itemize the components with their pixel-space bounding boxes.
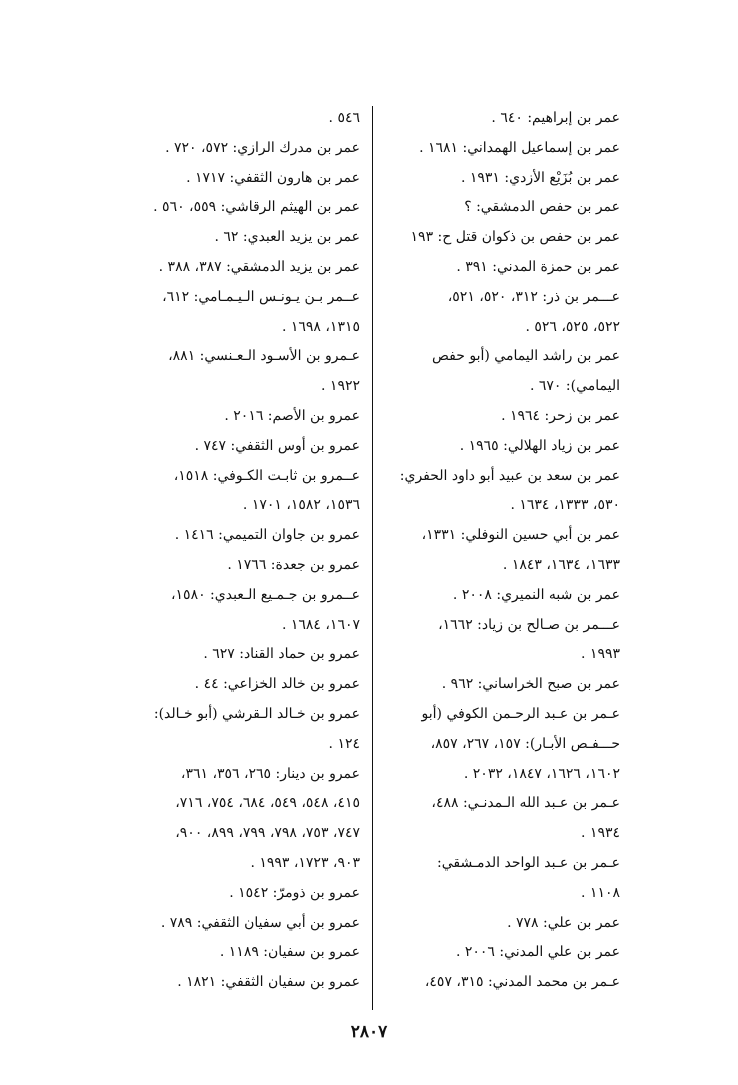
index-entry-line: عمر بن حفص الدمشقي: ؟ [464, 199, 620, 216]
index-entry-line: عمرو بن ذومرّ: ١٥٤٢ . [229, 884, 360, 901]
index-entry-line: عمرو بن الأصم: ٢٠١٦ . [224, 407, 360, 424]
index-entry-line: ١٩٢٢ . [321, 378, 360, 395]
index-entry-line: عمر بن إسماعيل الهمداني: ١٦٨١ . [419, 139, 620, 156]
index-entry-line: عمر بن أبي حسين النوفلي: ١٣٣١، [421, 527, 620, 544]
index-entry-line: ٤١٥، ٥٤٨، ٥٤٩، ٦٨٤، ٧٥٤، ٧١٦، [175, 795, 360, 812]
right-index-column [384, 104, 620, 998]
index-entry-line: ١٥٣٦، ١٥٨٢، ١٧٠١ . [242, 497, 360, 514]
index-entry-line: اليمامي): ٦٧٠ . [529, 378, 620, 395]
index-entry-line: عمرو بن أوس الثقفي: ٧٤٧ . [194, 437, 360, 454]
index-entry-line: عــمرو بن ثابـت الكـوفي: ١٥١٨، [173, 467, 360, 484]
index-entry-line: ٥٣٠، ١٣٣٣، ١٦٣٤ . [510, 497, 620, 514]
index-entry-line: عمر بن حمزة المدني: ٣٩١ . [456, 258, 620, 275]
index-entry-line: ١١٠٨ . [581, 884, 620, 901]
index-entry-line: عمرو بن أبي سفيان الثقفي: ٧٨٩ . [160, 914, 360, 931]
page-number: ٢٨٠٧ [350, 1022, 388, 1042]
index-entry-line: عمر بن بُزَيْع الأزدي: ١٩٣١ . [460, 169, 620, 186]
index-entry-line: عمر بن راشد اليمامي (أبو حفص [432, 348, 620, 365]
index-entry-line: عمر بن حفص بن ذكوان قتل ح: ١٩٣ [410, 229, 620, 246]
index-entry-line: ١٩٣٤ . [581, 825, 620, 842]
index-entry-line: ٧٤٧، ٧٥٣، ٧٩٨، ٧٩٩، ٨٩٩، ٩٠٠، [175, 825, 360, 842]
index-entry-line: عمرو بن حماد القناد: ٦٢٧ . [203, 646, 360, 663]
index-entry-line: ١٣١٥، ١٦٩٨ . [281, 318, 360, 335]
index-entry-line: عمر بن علي: ٧٧٨ . [507, 914, 620, 931]
index-entry-line: عــمرو بن جـمـيع الـعبدي: ١٥٨٠، [171, 586, 360, 603]
index-entry-line: عـمر بن عـبد الله الـمدنـي: ٤٨٨، [431, 795, 620, 812]
index-entry-line: ١٦٣٣، ١٦٣٤، ١٨٤٣ . [502, 556, 620, 573]
index-entry-line: عمر بن يزيد العبدي: ٦٢ . [214, 229, 360, 246]
index-entry-line: عـمر بن عـبد الرحـمن الكوفي (أبو [421, 705, 620, 722]
index-entry-line: عمرو بن جاوان التميمي: ١٤١٦ . [174, 527, 360, 544]
index-entry-line: عمر بن زحر: ١٩٦٤ . [501, 407, 620, 424]
index-entry-line: عمر بن زياد الهلالي: ١٩٦٥ . [459, 437, 620, 454]
index-entry-line: عمر بن مدرك الرازي: ٥٧٢، ٧٢٠ . [165, 139, 360, 156]
column-divider [372, 106, 373, 1010]
index-entry-line: عمر بن صبح الخراساني: ٩٦٢ . [441, 676, 620, 693]
index-entry-line: عمرو بن سفيان: ١١٨٩ . [219, 944, 360, 961]
index-entry-line: عمر بن علي المدني: ٢٠٠٦ . [455, 944, 620, 961]
index-entry-line: ١٦٠٢، ١٦٢٦، ١٨٤٧، ٢٠٣٢ . [463, 765, 620, 782]
index-entry-line: عـــمر بن صـالح بن زياد: ١٦٦٢، [438, 616, 620, 633]
index-entry-line: عمر بن الهيثم الرقاشي: ٥٥٩، ٥٦٠ . [153, 199, 360, 216]
index-entry-line: عمرو بن دينار: ٢٦٥، ٣٥٦، ٣٦١، [180, 765, 360, 782]
index-entry-line: عـمر بن محمد المدني: ٣١٥، ٤٥٧، [424, 974, 620, 991]
index-entry-line: عمر بن إبراهيم: ٦٤٠ . [491, 110, 620, 126]
index-entry-line: ٥٢٢، ٥٢٥، ٥٢٦ . [525, 318, 620, 335]
index-entry-line: ١٢٤ . [328, 735, 360, 752]
index-entry-line: عمرو بن خالد الخزاعي: ٤٤ . [194, 676, 360, 693]
index-entry-line: عمر بن يزيد الدمشقي: ٣٨٧، ٣٨٨ . [158, 258, 360, 275]
index-entry-line: ١٦٠٧، ١٦٨٤ . [281, 616, 360, 633]
index-entry-line: عـــمر بن ذر: ٣١٢، ٥٢٠، ٥٢١، [447, 288, 620, 305]
index-entry-line: عمرو بن سفيان الثقفي: ١٨٢١ . [177, 974, 360, 991]
index-entry-line: حـــفـص الأبـار): ١٥٧، ٢٦٧، ٨٥٧، [430, 735, 620, 752]
index-entry-line: عمر بن سعد بن عبيد أبو داود الحفري: [399, 467, 620, 484]
index-entry-line: ٩٠٣، ١٧٢٣، ١٩٩٣ . [250, 854, 360, 871]
index-entry-line: عمرو بن خـالد الـقرشي (أبو خـالد): [153, 705, 360, 722]
left-index-column [98, 104, 360, 998]
index-entry-line: عمر بن هارون الثقفي: ١٧١٧ . [186, 169, 360, 186]
index-entry-line: عمر بن شبه النميري: ٢٠٠٨ . [452, 586, 620, 603]
index-entry-line: عـمر بن عـبد الواحد الدمـشقي: [437, 854, 620, 871]
index-entry-line: عمرو بن جعدة: ١٧٦٦ . [227, 556, 360, 573]
index-entry-line: ٥٤٦ . [328, 110, 360, 126]
index-entry-line: ١٩٩٣ . [581, 646, 620, 663]
index-entry-line: عـمرو بن الأسـود الـعـنسي: ٨٨١، [168, 348, 360, 365]
index-entry-line: عــمر بـن يـونـس الـيـمـامي: ٦١٢، [162, 288, 360, 305]
